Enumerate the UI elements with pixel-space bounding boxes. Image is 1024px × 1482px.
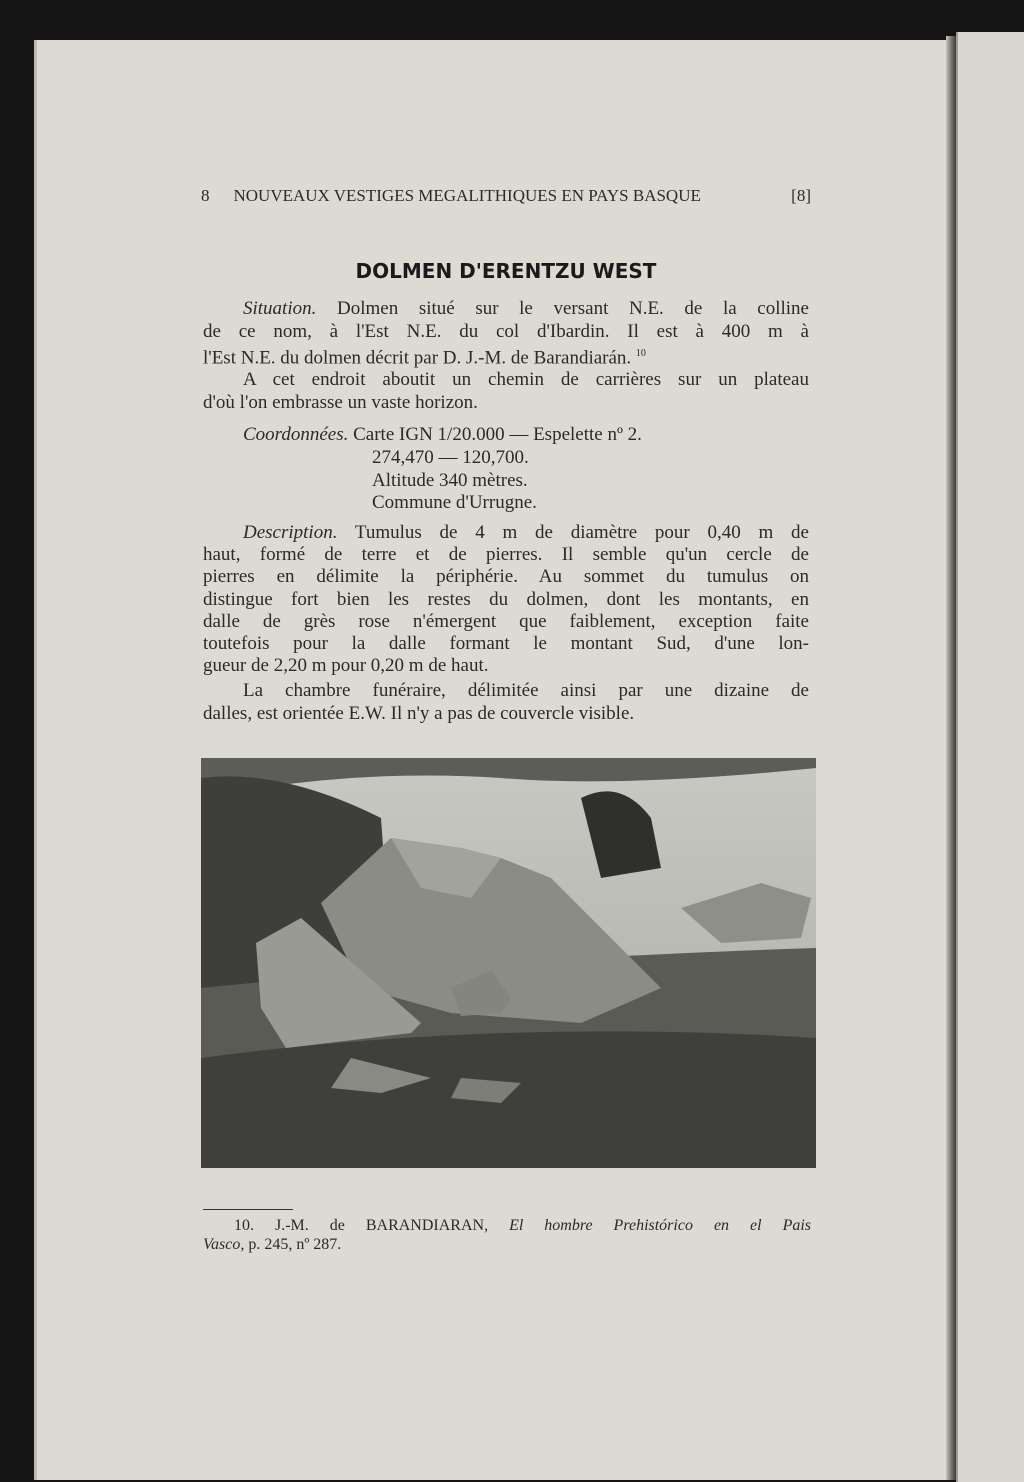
footnote-rule xyxy=(203,1209,293,1210)
facing-page-edge xyxy=(956,32,1024,1482)
description-lead: Description. xyxy=(243,522,338,543)
running-header xyxy=(201,186,811,206)
situation-paragraph xyxy=(203,298,809,370)
footnote-pages: p. 245, nº 287. xyxy=(244,1236,342,1253)
text-line: pierres en délimite la périphérie. Au sommet du tumulus on xyxy=(203,566,809,588)
text-line: gueur de 2,20 m pour 0,20 m de haut. xyxy=(203,655,489,677)
footnote-title: El hombre Prehistórico en el Pais xyxy=(509,1217,812,1234)
text-line: toutefois pour la dalle formant le montant Sud, d'une lon- xyxy=(203,633,809,655)
text-line: Dolmen situé sur le versant N.E. de la colline xyxy=(316,298,809,319)
running-title: NOUVEAUX VESTIGES MEGALITHIQUES EN PAYS BASQUE xyxy=(233,186,701,205)
coordinates-lead: Coordonnées. xyxy=(243,424,349,445)
text-line: Altitude 340 mètres. xyxy=(372,469,528,491)
chamber-paragraph xyxy=(203,680,809,725)
text-line: La chambre funéraire, délimitée ainsi par une dizaine de xyxy=(243,680,809,701)
text-line: 274,470 — 120,700. xyxy=(372,446,529,468)
text-line: Carte IGN 1/20.000 — Espelette nº 2. xyxy=(353,424,642,445)
section-title: DOLMEN D'ERENTZU WEST xyxy=(355,259,657,283)
text-line: haut, formé de terre et de pierres. Il semble qu'un cercle de xyxy=(203,544,809,566)
situation-lead: Situation. xyxy=(243,298,317,319)
text-line: l'Est N.E. du dolmen décrit par D. J.-M. de Barandiarán. xyxy=(203,347,632,369)
text-line: Commune d'Urrugne. xyxy=(372,492,537,514)
text-line: A cet endroit aboutit un chemin de carrières sur un plateau xyxy=(243,369,809,390)
text-line: Tumulus de 4 m de diamètre pour 0,40 m de xyxy=(337,522,809,543)
footnote-title-cont: Vasco, xyxy=(203,1236,245,1253)
book-gutter xyxy=(946,36,956,1480)
bracket-page-number: [8] xyxy=(791,186,811,205)
text-line: de ce nom, à l'Est N.E. du col d'Ibardin. Il est à 400 m à xyxy=(203,320,809,342)
footnote-author: 10. J.-M. de BARANDIARAN, xyxy=(234,1217,489,1234)
text-line: dalle de grès rose n'émergent que faiblement, exception faite xyxy=(203,610,809,632)
footnote-ref: 10 xyxy=(635,348,646,359)
dolmen-photograph xyxy=(201,758,816,1168)
footnote xyxy=(203,1216,811,1254)
coordinates-block xyxy=(203,424,809,515)
access-paragraph xyxy=(203,369,809,414)
text-line: dalles, est orientée E.W. Il n'y a pas de couvercle visible. xyxy=(203,702,635,724)
text-line: distingue fort bien les restes du dolmen, dont les montants, en xyxy=(203,588,809,610)
text-line: d'où l'on embrasse un vaste horizon. xyxy=(203,391,478,413)
page-number: 8 xyxy=(201,186,210,205)
description-paragraph xyxy=(203,522,809,677)
